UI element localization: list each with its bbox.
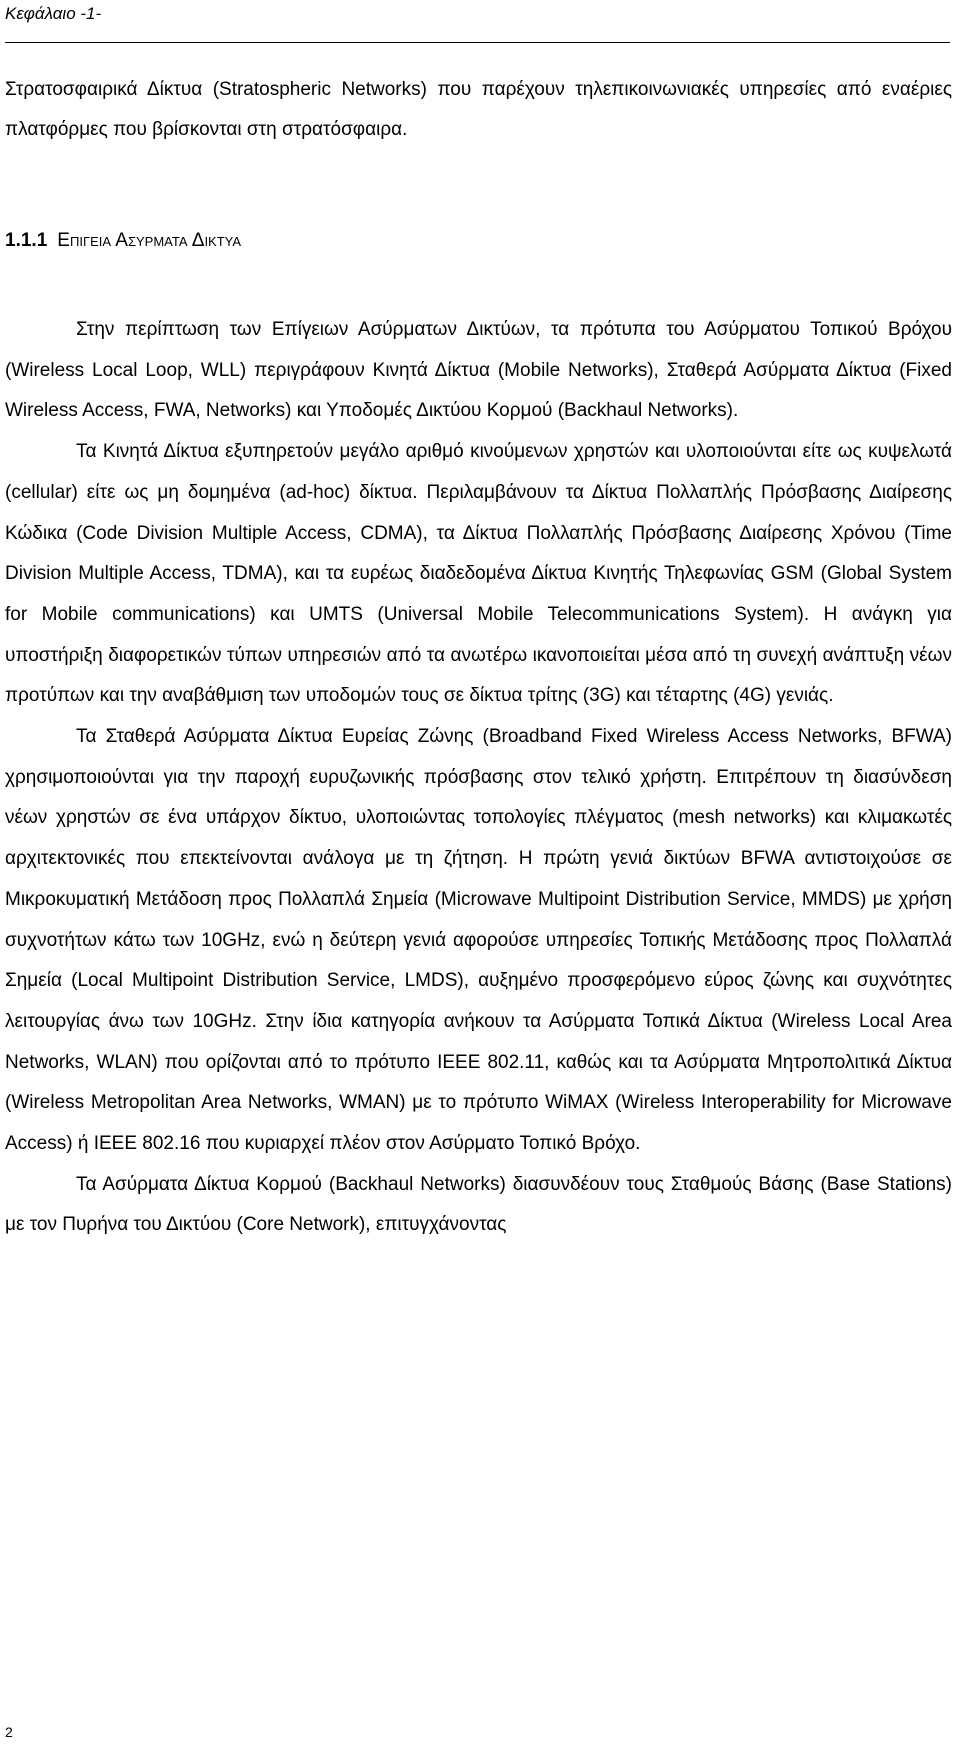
- paragraph-bfwa-networks: Τα Σταθερά Ασύρματα Δίκτυα Ευρείας Ζώνης (Broadband Fixed Wireless Access Networks, BFWA) χρησιμοποιούνται για την παροχή ευρυζωνικής πρόσβασης στον τελικό χρήστη. Επιτρέπουν τη διασύνδεση νέων χρηστών σε ένα υπάρχον δίκτυο, υλοποιώντας τοπολογίες πλέγματος (mesh networks) και κλιμακωτές αρχιτεκτονικές που επεκτείνονται ανάλογα με τη ζήτηση. Η πρώτη γενιά δικτύων BFWA αντιστοιχούσε σε Μικροκυματική Μετάδοση προς Πολλαπλά Σημεία (Microwave Multipoint Distribution Service, MMDS) με χρήση συχνοτήτων κάτω των 10GHz, ενώ η δεύτερη γενιά αφορούσε υπηρεσίες Τοπικής Μετάδοσης προς Πολλαπλά Σημεία (Local Multipoint Distribution Service, LMDS), αυξημένο προσφερόμενο εύρος ζώνης και συχνότητες λειτουργίας άνω των 10GHz. Στην ίδια κατηγορία ανήκουν τα Ασύρματα Τοπικά Δίκτυα (Wireless Local Area Networks, WLAN) που ορίζονται από το πρότυπο IEEE 802.11, καθώς και τα Ασύρματα Μητροπολιτικά Δίκτυα (Wireless Metropolitan Area Networks, WMAN) με το πρότυπο WiMAX (Wireless Interoperability for Microwave Access) ή IEEE 802.16 που κυριαρχεί πλέον στον Ασύρματο Τοπικό Βρόχο.: [5, 726, 952, 1155]
- section-title: Επιγεια Ασυρματα Δικτυα: [57, 230, 242, 251]
- section-heading: [5, 226, 241, 256]
- paragraph-backhaul-networks: Τα Ασύρματα Δίκτυα Κορμού (Backhaul Networks) διασυνδέουν τους Σταθμούς Βάσης (Base Stations) με τον Πυρήνα του Δικτύου (Core Network), επιτυγχάνοντας: [5, 1173, 952, 1236]
- chapter-header: Κεφάλαιο -1-: [5, 4, 102, 23]
- paragraph-mobile-networks: Τα Κινητά Δίκτυα εξυπηρετούν μεγάλο αριθμό κινούμενων χρηστών και υλοποιούνται είτε ως κυψελωτά (cellular) είτε ως μη δομημένα (ad-hoc) δίκτυα. Περιλαμβάνουν τα Δίκτυα Πολλαπλής Πρόσβασης Διαίρεσης Κώδικα (Code Division Multiple Access, CDMA), τα Δίκτυα Πολλαπλής Πρόσβασης Διαίρεσης Χρόνου (Time Division Multiple Access, TDMA), και τα ευρέως διαδεδομένα Δίκτυα Κινητής Τηλεφωνίας GSM (Global System for Mobile communications) και UMTS (Universal Mobile Telecommunications System). Η ανάγκη για υποστήριξη διαφορετικών τύπων υπηρεσιών από τα ανωτέρω ικανοποιείται μέσα από τη συνεχή ανάπτυξη νέων προτύπων και την αναβάθμιση των υποδομών τους σε δίκτυα τρίτης (3G) και τέταρτης (4G) γενιάς.: [5, 441, 952, 707]
- section-body: [5, 310, 952, 1246]
- header-divider: [5, 42, 950, 43]
- section-number: 1.1.1: [5, 230, 48, 251]
- page-number: 2: [5, 1724, 13, 1740]
- intro-paragraph: Στρατοσφαιρικά Δίκτυα (Stratospheric Networks) που παρέχουν τηλεπικοινωνιακές υπηρεσίες από εναέριες πλατφόρμες που βρίσκονται στη στρατόσφαιρα.: [5, 79, 952, 140]
- paragraph-wll-overview: Στην περίπτωση των Επίγειων Ασύρματων Δικτύων, τα πρότυπα του Ασύρματου Τοπικού Βρόχου (Wireless Local Loop, WLL) περιγράφουν Κινητά Δίκτυα (Mobile Networks), Σταθερά Ασύρματα Δίκτυα (Fixed Wireless Access, FWA, Networks) και Υποδομές Δικτύου Κορμού (Backhaul Networks).: [5, 319, 952, 422]
